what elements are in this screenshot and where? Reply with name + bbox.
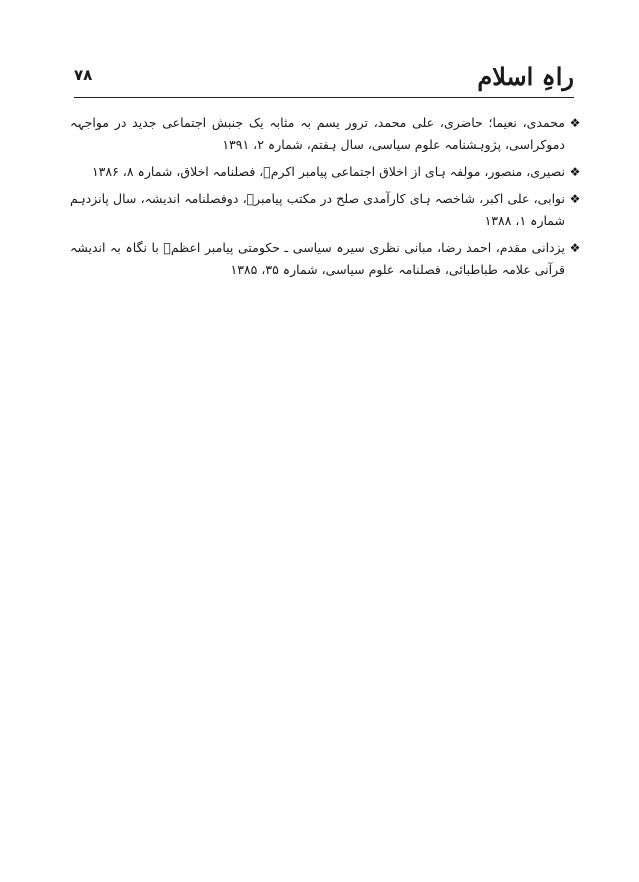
reference-text: نصیری، منصور، مولفہ ہای از اخلاق اجتماعی پیامبر اکرمؐ، فصلنامہ اخلاق، شمارہ ۸، ۱۳۸۶	[91, 164, 565, 179]
header-divider	[74, 97, 574, 98]
reference-item	[70, 188, 585, 232]
reference-text: محمدی، نعیما؛ حاضری، علی محمد، ترور یسم بہ مثابہ یک جنبش اجتماعی جدید در مواجہہ دموکراسی، پژوہشنامہ علوم سیاسی، سال ہفتم، شمارہ ۲، ۱۳۹۱	[70, 115, 565, 152]
reference-text: یزدانی مقدم، احمد رضا، مبانی نظری سیرہ سیاسی ـ حکومتی پیامبر اعظمؐ با نگاہ بہ اندیشہ قرآنی علامہ طباطبائی، فصلنامہ علوم سیاسی، شمارہ ۳۵، ۱۳۸۵	[70, 240, 565, 277]
reference-item	[70, 237, 585, 281]
diamond-bullet-icon: ❖	[569, 116, 581, 130]
journal-title: راہِ اسلام	[477, 62, 574, 91]
reference-item	[70, 161, 585, 183]
diamond-bullet-icon: ❖	[569, 192, 581, 206]
reference-text: نوابی، علی اکبر، شاخصہ ہای کارآمدی صلح در مکتب پیامبرؐ، دوفصلنامہ اندیشہ، سال پانزدہم شمارہ ۱، ۱۳۸۸	[70, 191, 565, 228]
diamond-bullet-icon: ❖	[569, 165, 581, 179]
reference-list	[70, 112, 585, 286]
diamond-bullet-icon: ❖	[569, 241, 581, 255]
page-number: ۷۸	[74, 66, 93, 84]
page-header	[74, 60, 574, 98]
reference-item	[70, 112, 585, 156]
